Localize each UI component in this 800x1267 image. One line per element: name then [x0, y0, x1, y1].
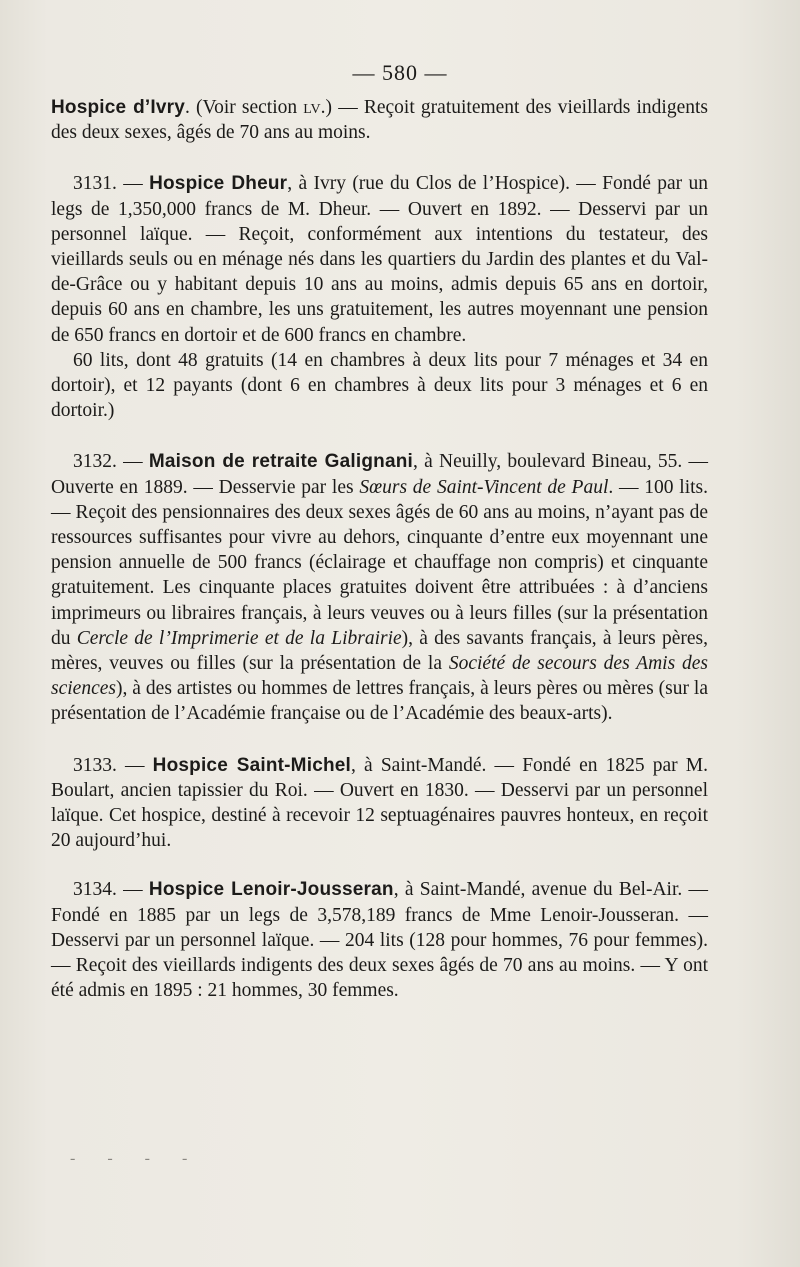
entry-number: 3133. —: [73, 754, 153, 776]
entry-italic: Sœurs de Saint-Vincent de Paul: [359, 476, 609, 498]
entry-3134: [51, 877, 708, 1003]
entry-text: ), à des savants français, à leurs pères, mères, veuves ou filles (sur la présentation de la: [51, 627, 708, 675]
document-body: [51, 95, 708, 1004]
entry-3132: [51, 449, 708, 726]
entry-3133: [51, 753, 708, 854]
entry-number: 3132. —: [73, 451, 149, 473]
entry-text: ), à des artistes ou hommes de lettres français, à leurs pères ou mères (sur la présentation de l’Académie française ou de l’Académie des beaux-arts).: [51, 678, 708, 725]
entry-text: , à Saint-Mandé, avenue du Bel-Air. — Fondé en 1885 par un legs de 3,578,189 francs de Mme Lenoir-Jousseran. — Desservi par un personnel laïque. — 204 lits (128 pour hommes, 76 pour femmes). — Reçoit des vieillards indigents des deux sexes âgés de 70 ans au moins. — Y ont été admis en 1895 : 21 hommes, 30 femmes.: [51, 879, 708, 1002]
entry-number: 3134. —: [73, 879, 149, 901]
section-reference: lv: [303, 97, 321, 118]
entry-hospice-ivry: [51, 95, 708, 145]
entry-italic: Société de secours des Amis des sciences: [51, 653, 708, 700]
entry-text: . (Voir section: [184, 97, 304, 118]
entry-text: .) — Reçoit gratuitement des vieillards indigents des deux sexes, âgés de 70 ans au moins.: [51, 97, 708, 144]
entry-text: , à Saint-Mandé. — Fondé en 1825 par M. Boulart, ancien tapissier du Roi. — Ouvert en 1830. — Desservi par un personnel laïque. Cet hospice, destiné à recevoir 12 septuagénaires pauvres honteux, en reçoit 20 aujourd’hui.: [51, 754, 708, 852]
entry-title: Hospice Saint-Michel: [152, 754, 352, 776]
page-number: — 580 —: [352, 60, 448, 85]
entry-text: , à Neuilly, boulevard Bineau, 55. — Ouverte en 1889. — Desservie par les: [51, 451, 708, 498]
entry-title: Hospice Lenoir-Jousseran: [148, 879, 394, 901]
footer-marks: - - - -: [70, 1150, 202, 1167]
entry-title: Hospice d’Ivry: [51, 97, 185, 118]
entry-text: , à Ivry (rue du Clos de l’Hospice). — Fondé par un legs de 1,350,000 francs de M. Dheur. — Ouvert en 1892. — Desservi par un personnel laïque. — Reçoit, conformément aux intentions du testateur, des vieillards seuls ou en ménage nés dans les quartiers du Jardin des plantes et du Val-de-Grâce ou y habitant depuis 10 ans au moins, admis depuis 65 ans en dortoir, depuis 60 ans en chambre, les uns gratuitement, les autres moyennant une pension de 650 francs en dortoir et de 600 francs en chambre.: [51, 173, 709, 346]
entry-number: 3131. —: [73, 173, 150, 195]
entry-3131: [51, 171, 708, 423]
entry-title: Maison de retraite Galignani: [148, 451, 413, 473]
entry-italic: Cercle de l’Imprimerie et de la Librairie: [76, 627, 402, 649]
entry-text: 60 lits, dont 48 gratuits (14 en chambres à deux lits pour 7 ménages et 34 en dortoir), et 12 payants (dont 6 en chambres à deux lits pour 3 ménages et 6 en dortoir.): [51, 349, 708, 422]
entry-title: Hospice Dheur: [149, 173, 288, 195]
entry-text: . — 100 lits. — Reçoit des pensionnaires des deux sexes âgés de 60 ans au moins, n’ayant pas de ressources suffisantes pour vivre au dehors, cinquante d’entre eux moyennant une pension annuelle de 500 francs (éclairage et chauffage non compris) et cinquante gratuitement. Les cinquante places gratuites doivent être attribuées : à d’anciens imprimeurs ou libraires français, à leurs veuves ou à leurs filles (sur la présentation du: [51, 476, 709, 649]
